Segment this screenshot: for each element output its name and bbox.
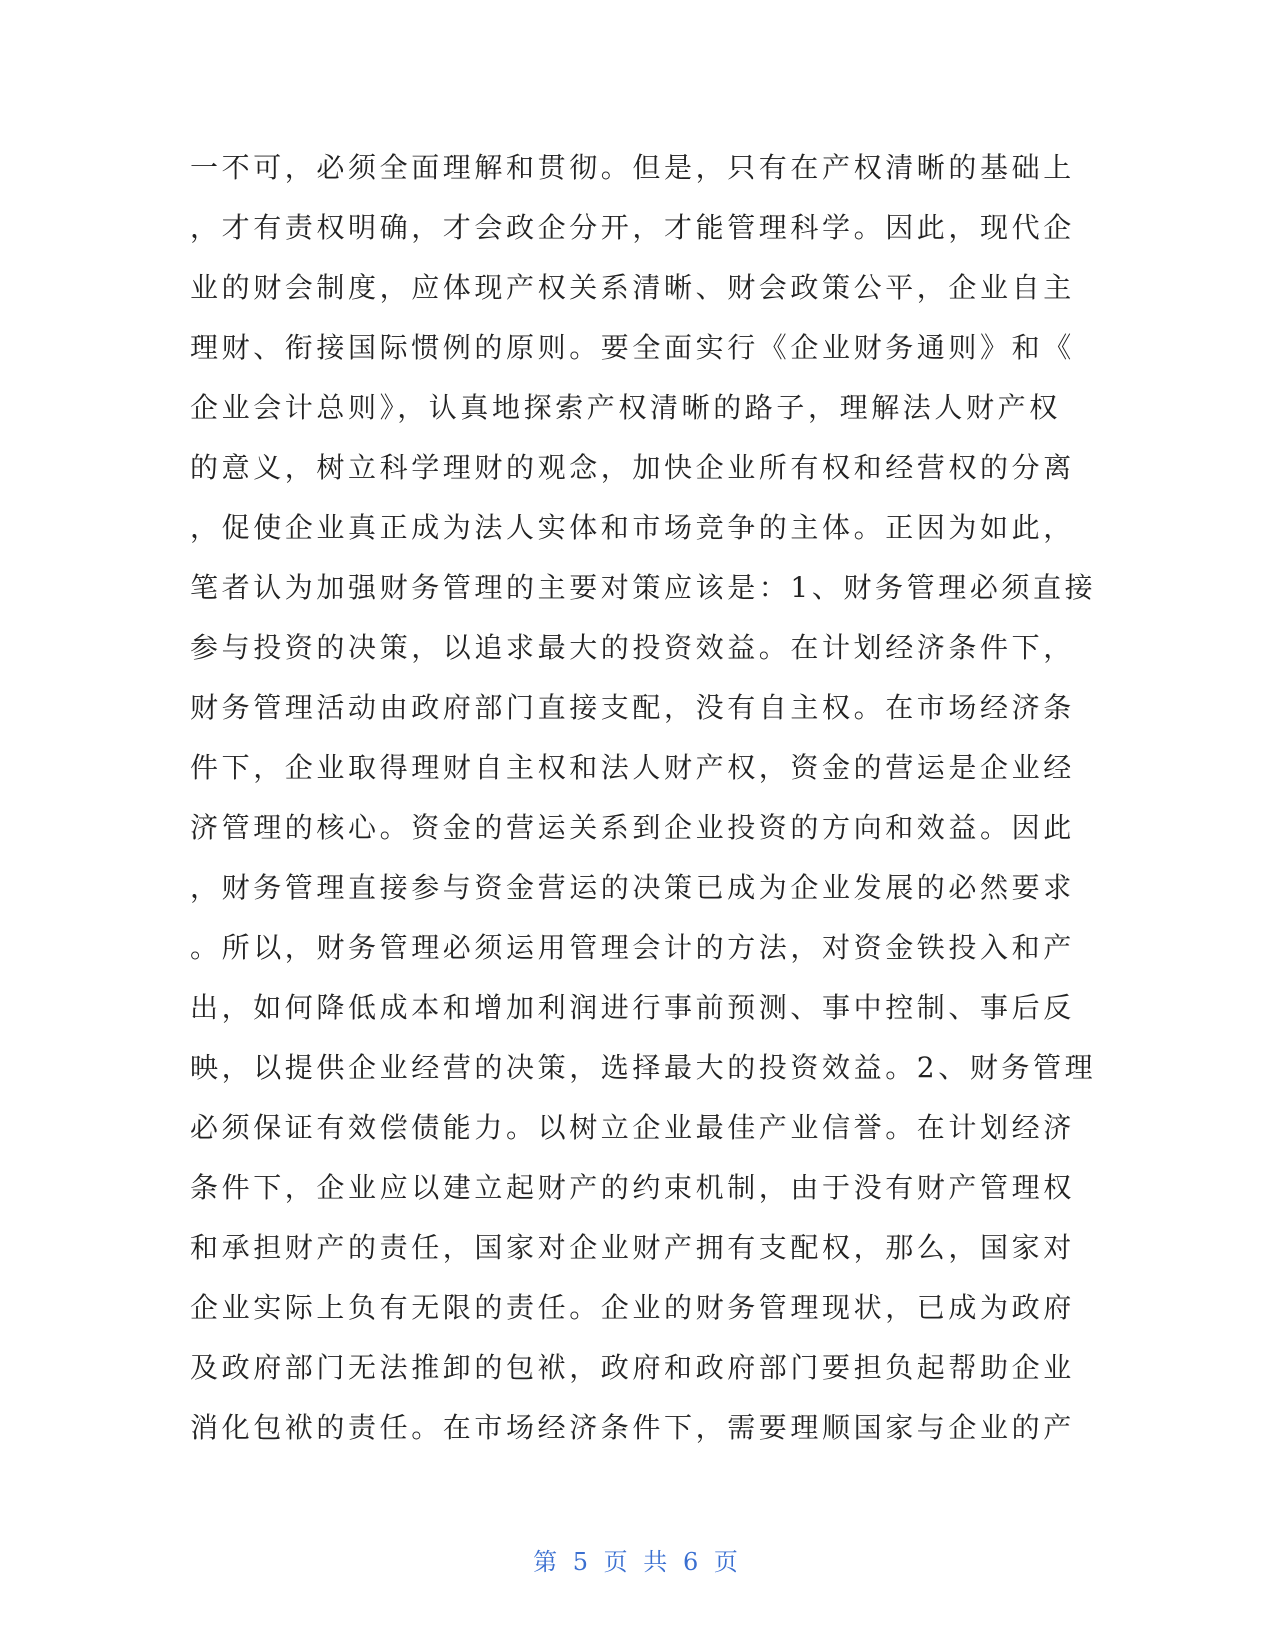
text-line: 济管理的核心。资金的营运关系到企业投资的方向和效益。因此 [190, 811, 1075, 844]
text-line: 笔者认为加强财务管理的主要对策应该是：1、财务管理必须直接 [190, 571, 1097, 604]
text-line: 一不可，必须全面理解和贯彻。但是，只有在产权清晰的基础上 [190, 151, 1075, 184]
text-line: 理财、衔接国际惯例的原则。要全面实行《企业财务通则》和《 [190, 331, 1075, 364]
text-line: ，财务管理直接参与资金营运的决策已成为企业发展的必然要求 [190, 871, 1075, 904]
text-line: 的意义，树立科学理财的观念，加快企业所有权和经营权的分离 [190, 451, 1075, 484]
text-line: 条件下，企业应以建立起财产的约束机制，由于没有财产管理权 [190, 1171, 1075, 1204]
text-line: 业的财会制度，应体现产权关系清晰、财会政策公平，企业自主 [190, 271, 1075, 304]
text-line: 和承担财产的责任，国家对企业财产拥有支配权，那么，国家对 [190, 1231, 1075, 1264]
footer-suffix: 页 [713, 1548, 742, 1576]
text-line: 映，以提供企业经营的决策，选择最大的投资效益。2、财务管理 [190, 1051, 1097, 1084]
body-text [190, 138, 1097, 1458]
footer-prefix: 第 [533, 1548, 562, 1576]
current-page-number: 5 [572, 1548, 593, 1576]
text-line: 财务管理活动由政府部门直接支配，没有自主权。在市场经济条 [190, 691, 1075, 724]
text-line: 。所以，财务管理必须运用管理会计的方法，对资金铁投入和产 [190, 931, 1075, 964]
text-line: 企业实际上负有无限的责任。企业的财务管理现状，已成为政府 [190, 1291, 1075, 1324]
text-line: 及政府部门无法推卸的包袱，政府和政府部门要担负起帮助企业 [190, 1351, 1075, 1384]
text-line: 件下，企业取得理财自主权和法人财产权，资金的营运是企业经 [190, 751, 1075, 784]
text-line: 企业会计总则》，认真地探索产权清晰的路子，理解法人财产权 [190, 391, 1061, 424]
footer-middle: 页 共 [603, 1548, 672, 1576]
text-line: 消化包袱的责任。在市场经济条件下，需要理顺国家与企业的产 [190, 1411, 1075, 1444]
text-line: 参与投资的决策，以追求最大的投资效益。在计划经济条件下， [190, 631, 1075, 664]
page-footer [0, 1542, 1275, 1577]
text-line: ，才有责权明确，才会政企分开，才能管理科学。因此，现代企 [190, 211, 1075, 244]
total-pages-number: 6 [682, 1548, 703, 1576]
text-line: 出，如何降低成本和增加利润进行事前预测、事中控制、事后反 [190, 991, 1075, 1024]
text-line: 必须保证有效偿债能力。以树立企业最佳产业信誉。在计划经济 [190, 1111, 1075, 1144]
text-line: ，促使企业真正成为法人实体和市场竞争的主体。正因为如此， [190, 511, 1075, 544]
